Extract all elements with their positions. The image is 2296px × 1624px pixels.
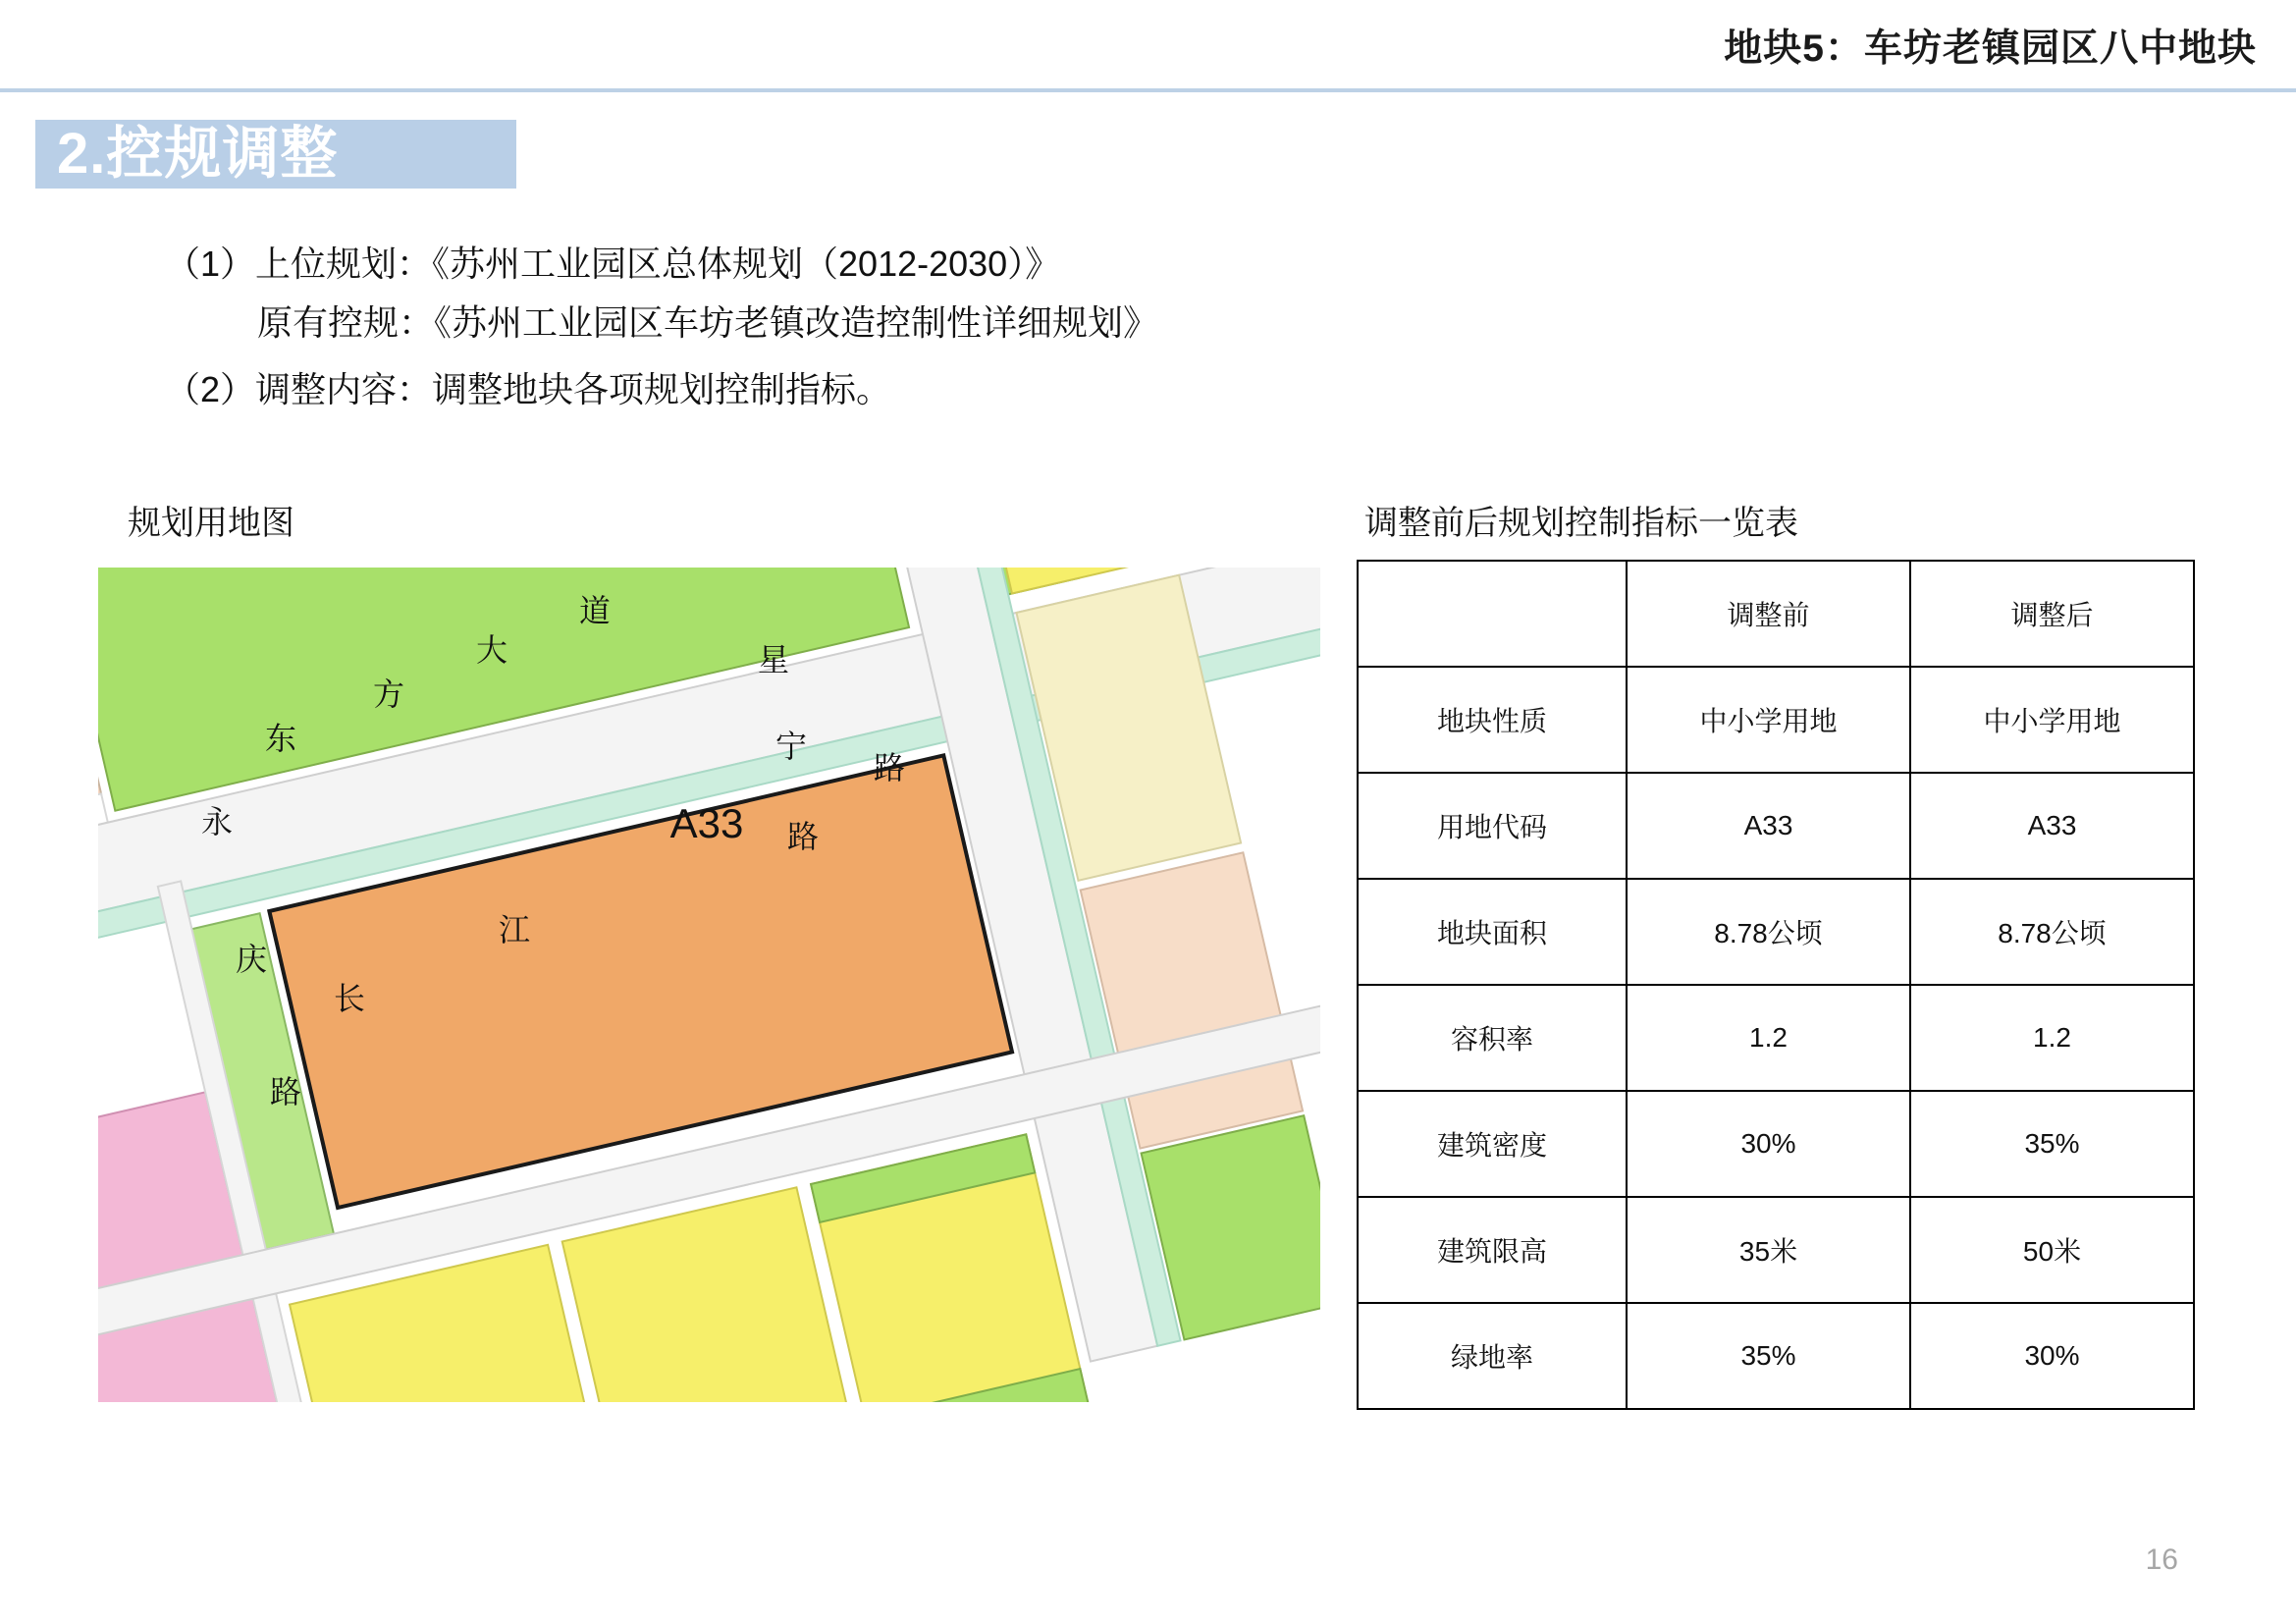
map-caption: 规划用地图 (128, 505, 294, 542)
row-label: 建筑密度 (1358, 1091, 1627, 1197)
row-label: 地块面积 (1358, 879, 1627, 985)
table-header-blank (1358, 561, 1627, 667)
row-after-value: 中小学用地 (1910, 667, 2194, 773)
table-row (1358, 1091, 2194, 1197)
body-line-adjust-content: （2）调整内容：调整地块各项规划控制指标。 (165, 369, 892, 409)
svg-text:江: 江 (499, 912, 531, 947)
land-use-map (98, 568, 1320, 1402)
row-after-value: 30% (1910, 1303, 2194, 1409)
indicators-table (1357, 560, 2195, 1410)
table-row (1358, 985, 2194, 1091)
svg-text:星: 星 (758, 642, 790, 677)
page-header-title: 地块5：车坊老镇园区八中地块 (1724, 27, 2257, 70)
row-before-value: 8.78公顷 (1627, 879, 1910, 985)
table-row (1358, 667, 2194, 773)
svg-text:路: 路 (787, 819, 820, 854)
svg-text:永: 永 (201, 804, 234, 839)
table-row (1358, 1303, 2194, 1409)
svg-text:路: 路 (270, 1074, 302, 1110)
table-header-before: 调整前 (1627, 561, 1910, 667)
row-after-value: 1.2 (1910, 985, 2194, 1091)
body-line-existing-plan: 原有控规：《苏州工业园区车坊老镇改造控制性详细规划》 (257, 302, 1159, 343)
body-line-upper-plan: （1）上位规划：《苏州工业园区总体规划（2012-2030）》 (165, 244, 1061, 284)
svg-text:道: 道 (579, 593, 612, 628)
row-before-value: 35% (1627, 1303, 1910, 1409)
row-after-value: 8.78公顷 (1910, 879, 2194, 985)
svg-text:大: 大 (476, 632, 508, 668)
row-before-value: 30% (1627, 1091, 1910, 1197)
row-after-value: A33 (1910, 773, 2194, 879)
row-label: 绿地率 (1358, 1303, 1627, 1409)
section-heading-title: 2.控规调整 (57, 122, 339, 186)
row-before-value: 1.2 (1627, 985, 1910, 1091)
row-label: 容积率 (1358, 985, 1627, 1091)
map-parcel-label: A33 (669, 800, 744, 846)
row-label: 地块性质 (1358, 667, 1627, 773)
svg-text:东: 东 (265, 721, 297, 756)
svg-text:庆: 庆 (236, 942, 268, 977)
svg-text:宁: 宁 (775, 729, 808, 764)
header-divider (0, 88, 2296, 92)
table-row (1358, 1197, 2194, 1303)
table-row (1358, 879, 2194, 985)
svg-text:长: 长 (334, 981, 366, 1016)
page-number: 16 (2145, 1543, 2178, 1576)
table-header-row (1358, 561, 2194, 667)
svg-text:方: 方 (373, 677, 405, 712)
row-before-value: 中小学用地 (1627, 667, 1910, 773)
table-header-after: 调整后 (1910, 561, 2194, 667)
row-after-value: 35% (1910, 1091, 2194, 1197)
table-row (1358, 773, 2194, 879)
row-before-value: 35米 (1627, 1197, 1910, 1303)
table-caption: 调整前后规划控制指标一览表 (1364, 505, 1798, 542)
row-label: 用地代码 (1358, 773, 1627, 879)
row-label: 建筑限高 (1358, 1197, 1627, 1303)
row-before-value: A33 (1627, 773, 1910, 879)
row-after-value: 50米 (1910, 1197, 2194, 1303)
svg-text:路: 路 (874, 750, 906, 785)
